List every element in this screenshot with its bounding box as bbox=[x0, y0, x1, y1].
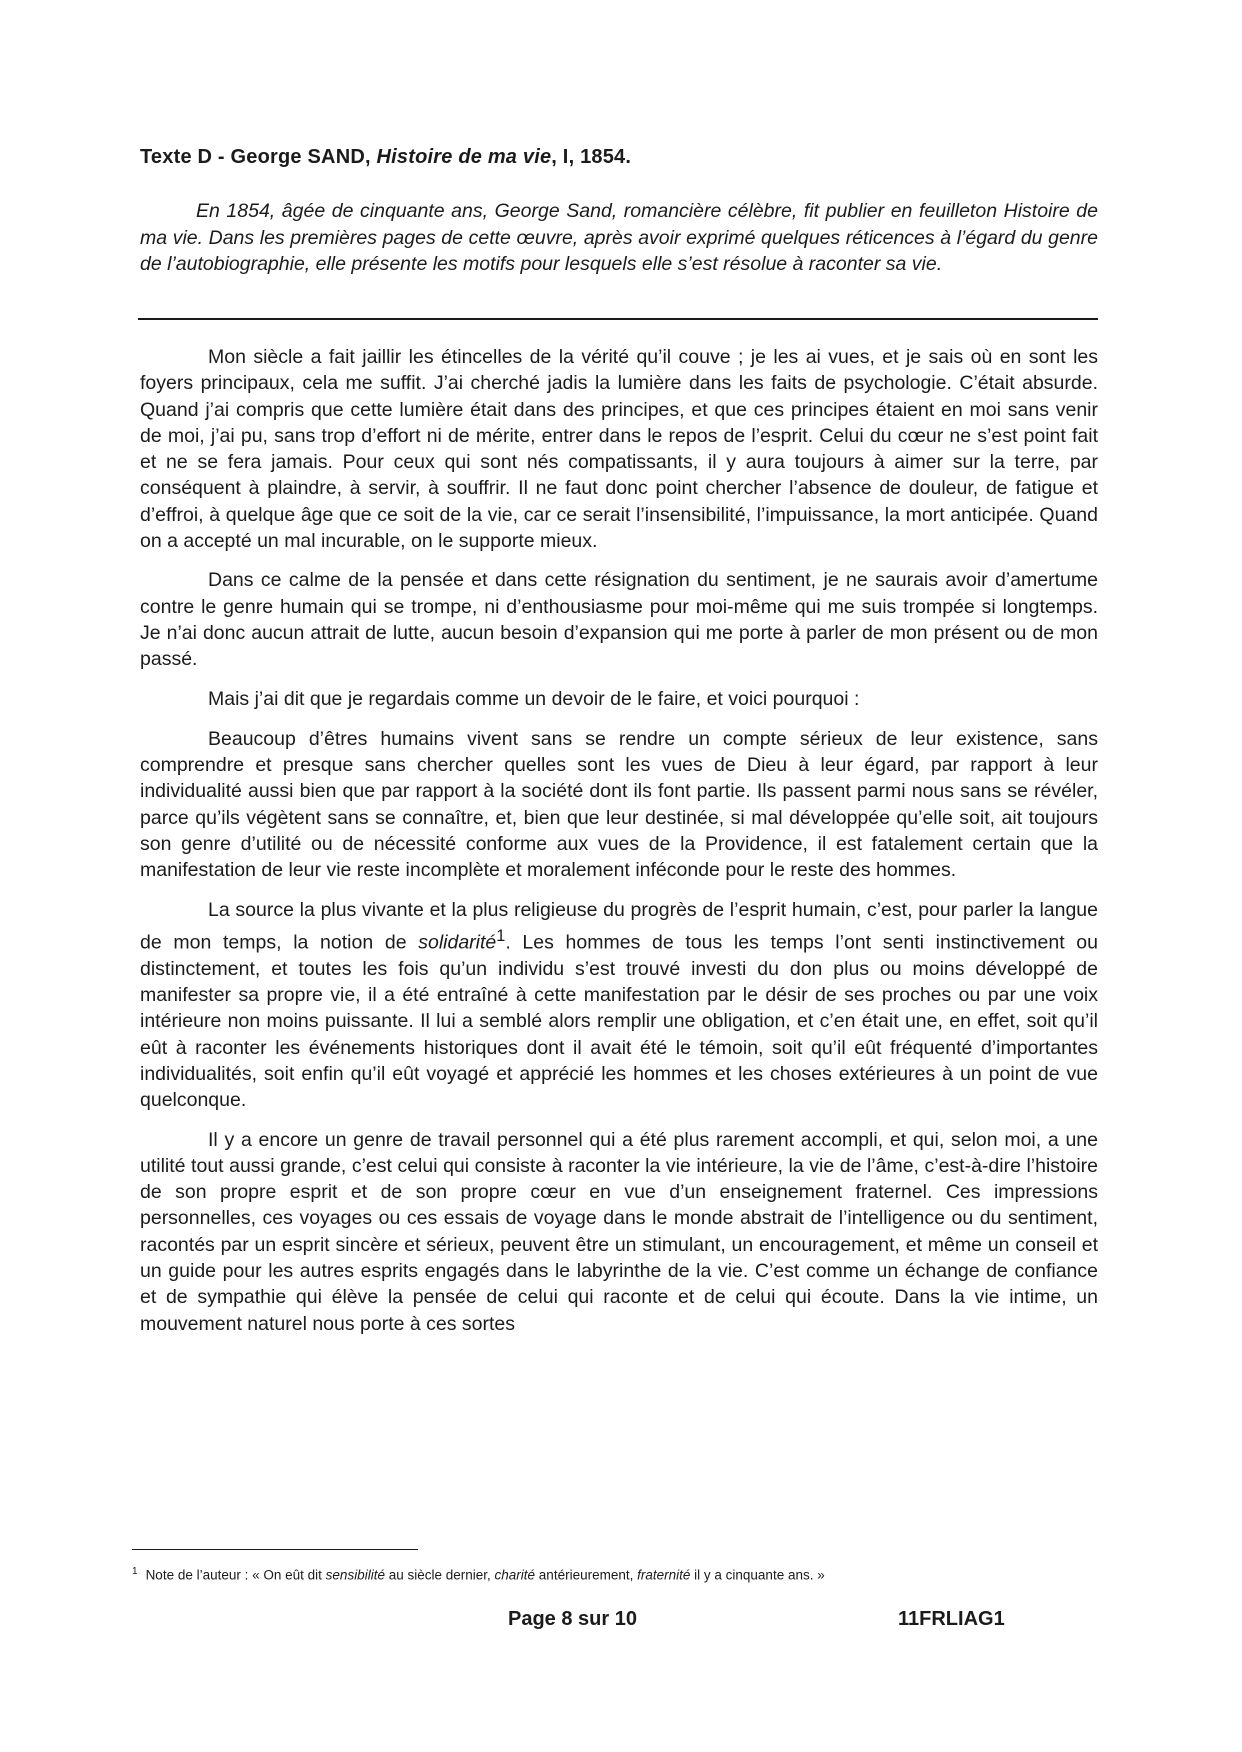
paragraph-1: Mon siècle a fait jaillir les étincelles de la vérité qu’il couve ; je les ai vues, et je sais où en sont les foyers principaux, cela me suffit. J’ai cherché jadis la lumière dans les faits de psychologie. C’était absurde. Quand j’ai compris que cette lumière était dans des principes, et que ces principes étaient en moi sans venir de moi, j’ai pu, sans trop d’effort ni de mérite, entrer dans le repos de l’esprit. Celui du cœur ne s’est point fait et ne se fera jamais. Pour ceux qui sont nés compatissants, il y aura toujours à aimer sur la terre, par conséquent à plaindre, à servir, à souffrir. Il ne faut donc point chercher l’absence de douleur, de fatigue et d’effroi, à quelque âge que ce soit de la vie, car ce serait l’insensibilité, l’impuissance, la mort anticipée. Quand on a accepté un mal incurable, on le supporte mieux. bbox=[140, 346, 1098, 553]
introduction-divider bbox=[138, 318, 1098, 320]
paragraph-2: Dans ce calme de la pensée et dans cette résignation du sentiment, je ne saurais avoir d’amertume contre le genre humain qui se trompe, ni d’enthousiasme pour moi-même qui me suis trompée si longtemps. Je n’ai donc aucun attrait de lutte, aucun besoin d’expansion qui me porte à parler de mon présent ou de mon passé. bbox=[140, 569, 1098, 671]
paragraph-5-term: solidarité bbox=[418, 931, 497, 954]
footnote-reference: 1 bbox=[496, 926, 506, 945]
footnote-word-1: sensibilité bbox=[325, 1567, 385, 1583]
heading-prefix: Texte D - George SAND, bbox=[140, 146, 377, 168]
footnote-lead: Note de l’auteur : « On eût dit bbox=[145, 1567, 326, 1583]
paragraph-5-start: La source la plus vivante et la plus religieuse du progrès de l’esprit humain, c’est, pour parler la langue de mon temps, la notion de bbox=[140, 898, 1098, 954]
footnote-word-2: charité bbox=[494, 1567, 536, 1583]
paragraph-6: Il y a encore un genre de travail personnel qui a été plus rarement accompli, et qui, selon moi, a une utilité tout aussi grande, c’est celui qui consiste à raconter la vie intérieure, la vie de l’âme, c’est-à-dire l’histoire de son propre esprit et de son propre cœur en vue d’un enseignement fraternel. Ces impressions personnelles, ces voyages ou ces essais de voyage dans le monde abstrait de l’intelligence ou du sentiment, racontés par un esprit sincère et sérieux, peuvent être un stimulant, un encouragement, et même un conseil et un guide pour les autres esprits engagés dans le labyrinthe de la vie. C’est comme un échange de confiance et de sympathie qui élève la pensée de celui qui raconte et de celui qui écoute. Dans la vie intime, un mouvement naturel nous porte à ces sortes bbox=[140, 1128, 1098, 1335]
page-number: Page 8 sur 10 bbox=[508, 1608, 637, 1630]
footnote bbox=[132, 1566, 825, 1583]
footnote-marker: 1 bbox=[132, 1566, 138, 1577]
excerpt-body bbox=[140, 344, 1098, 1350]
paragraph-5 bbox=[140, 897, 1098, 1114]
footnote-tail: il y a cinquante ans. » bbox=[690, 1567, 825, 1583]
paragraph-4: Beaucoup d’êtres humains vivent sans se rendre un compte sérieux de leur existence, sans comprendre et presque sans chercher quelles sont les vues de Dieu à leur égard, par rapport à leur individualité aussi bien que par rapport à la société dont ils font partie. Ils passent parmi nous sans se révéler, parce qu’ils végètent sans se connaître, et, bien que leur destinée, si mal développée qu’elle soit, ait toujours son genre d’utilité ou de nécessité conforme aux vues de la Providence, il est fatalement certain que la manifestation de leur vie reste incomplète et moralement inféconde pour le reste des hommes. bbox=[140, 727, 1098, 882]
footnote-word-3: fraternité bbox=[637, 1567, 691, 1583]
paragraph-5-end: . Les hommes de tous les temps l’ont senti instinctivement ou distinctement, et toutes les fois qu’un individu s’est trouvé investi du don plus ou moins développé de manifester sa propre vie, il a été entraîné à cette manifestation par le désir de ses proches ou par une voix intérieure non moins puissante. Il lui a semblé alors remplir une obligation, et c’en était une, en effet, soit qu’il eût à raconter les événements historiques dont il avait été le témoin, soit qu’il eût fréquenté d’importantes individualités, soit enfin qu’il eût voyagé et apprécié les hommes et les choses extérieures à un point de vue quelconque. bbox=[140, 931, 1098, 1112]
heading-book-title: Histoire de ma vie bbox=[376, 146, 552, 168]
heading-suffix: , I, 1854. bbox=[551, 146, 632, 168]
document-code: 11FRLIAG1 bbox=[898, 1608, 1005, 1630]
paragraph-3: Mais j’ai dit que je regardais comme un devoir de le faire, et voici pourquoi : bbox=[208, 687, 860, 710]
text-heading bbox=[140, 146, 631, 169]
introduction-paragraph: En 1854, âgée de cinquante ans, George Sand, romancière célèbre, fit publier en feuilleton Histoire de ma vie. Dans les premières pages de cette œuvre, après avoir exprimé quelques réticences à l’égard du genre de l’autobiographie, elle présente les motifs pour lesquels elle s’est résolue à raconter sa vie. bbox=[140, 200, 1098, 275]
footnote-mid-1: au siècle dernier, bbox=[384, 1567, 495, 1583]
footnote-divider bbox=[132, 1549, 418, 1550]
footnote-mid-2: antérieurement, bbox=[535, 1567, 638, 1583]
